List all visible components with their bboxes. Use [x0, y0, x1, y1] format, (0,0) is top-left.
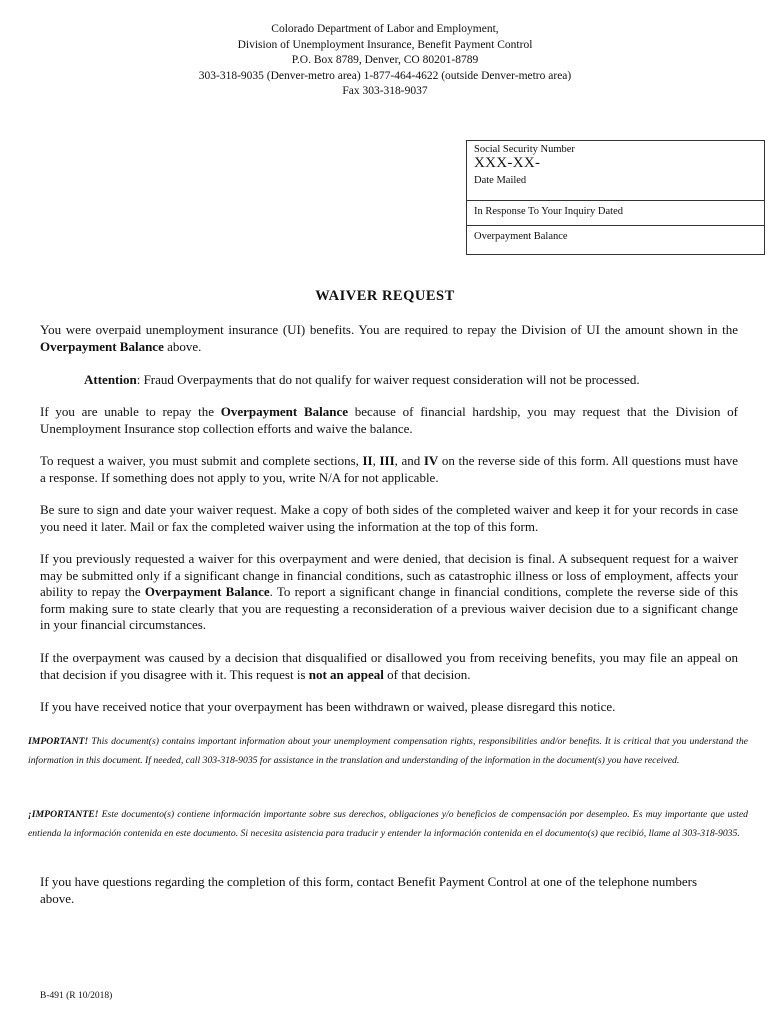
ssn-value: XXX-XX- [474, 155, 541, 171]
header-line-agency: Colorado Department of Labor and Employment, [271, 23, 499, 35]
important-notice-english: IMPORTANT! This document(s) contains important information about your unemployment compensation rights, responsibilities and/or benefits. It is critical that you understand the information in this document. If needed, call 303-318-9035 for assistance in the translation and understanding of the information in the document(s) you have received. [28, 736, 748, 766]
inquiry-date-label: In Response To Your Inquiry Dated [474, 206, 623, 217]
ssn-label: Social Security Number [474, 144, 575, 155]
date-mailed-label: Date Mailed [474, 175, 527, 186]
header-line-phone: 303-318-9035 (Denver-metro area) 1-877-464-4622 (outside Denver-metro area) [198, 69, 572, 82]
paragraph-overpaid: You were overpaid unemployment insurance (UI) benefits. You are required to repay the Division of UI the amount shown in the Overpayment Balance above. [40, 322, 738, 354]
paragraph-previous-denial: If you previously requested a waiver for this overpayment and were denied, that decision is final. A subsequent request for a waiver may be submitted only if a significant change in financial conditions, such as catastrophic illness or loss of employment, affects your ability to repay the Overpayment Balance. To report a significant change in financial conditions, complete the reverse side of this form making sure to state clearly that you are requesting a reconsideration of a previous waiver decision due to a significant change in your financial circumstances. [40, 551, 739, 632]
agency-header [0, 22, 770, 100]
claimant-info-box [466, 140, 765, 255]
header-line-address: P.O. Box 8789, Denver, CO 80201-8789 [291, 54, 479, 67]
overpayment-balance-cell [467, 226, 764, 254]
paragraph-disregard: If you have received notice that your overpayment has been withdrawn or waived, please disregard this notice. [40, 699, 616, 714]
ssn-cell [467, 141, 764, 201]
header-line-fax: Fax 303-318-9037 [342, 85, 428, 98]
header-line-division: Division of Unemployment Insurance, Benefit Payment Control [237, 38, 533, 51]
paragraph-appeal: If the overpayment was caused by a decision that disqualified or disallowed you from receiving benefits, you may file an appeal on that decision if you disagree with it. This request is not an appeal of that decision. [40, 650, 738, 682]
paragraph-hardship: If you are unable to repay the Overpayment Balance because of financial hardship, you may request that the Division of Unemployment Insurance stop collection efforts and waive the balance. [40, 404, 739, 436]
paragraph-request-instructions: To request a waiver, you must submit and complete sections, II, III, and IV on the reverse side of this form. All questions must have a response. If something does not apply to you, write N/A for not applicable. [40, 453, 739, 485]
paragraph-contact: If you have questions regarding the completion of this form, contact Benefit Payment Control at one of the telephone numbers above. [40, 874, 698, 906]
overpayment-balance-label: Overpayment Balance [474, 231, 568, 242]
form-number: B-491 (R 10/2018) [40, 991, 113, 1001]
paragraph-sign-and-mail: Be sure to sign and date your waiver request. Make a copy of both sides of the completed waiver and keep it for your records in case you need it later. Mail or fax the completed waiver using the information at the top of this form. [40, 502, 738, 534]
paragraph-attention: Attention: Fraud Overpayments that do not qualify for waiver request consideration will not be processed. [84, 372, 640, 387]
form-title: WAIVER REQUEST [315, 288, 455, 304]
important-notice-spanish: ¡IMPORTANTE! Este documento(s) contiene información importante sobre sus derechos, obligaciones y/o beneficios de compensación por desempleo. Es muy importante que usted entienda la información contenida en este documento. Si necesita asistencia para traducir y entender la información contenida en el documento(s) que recibió, llame al 303-318-9035. [28, 809, 748, 839]
inquiry-date-cell [467, 201, 764, 226]
